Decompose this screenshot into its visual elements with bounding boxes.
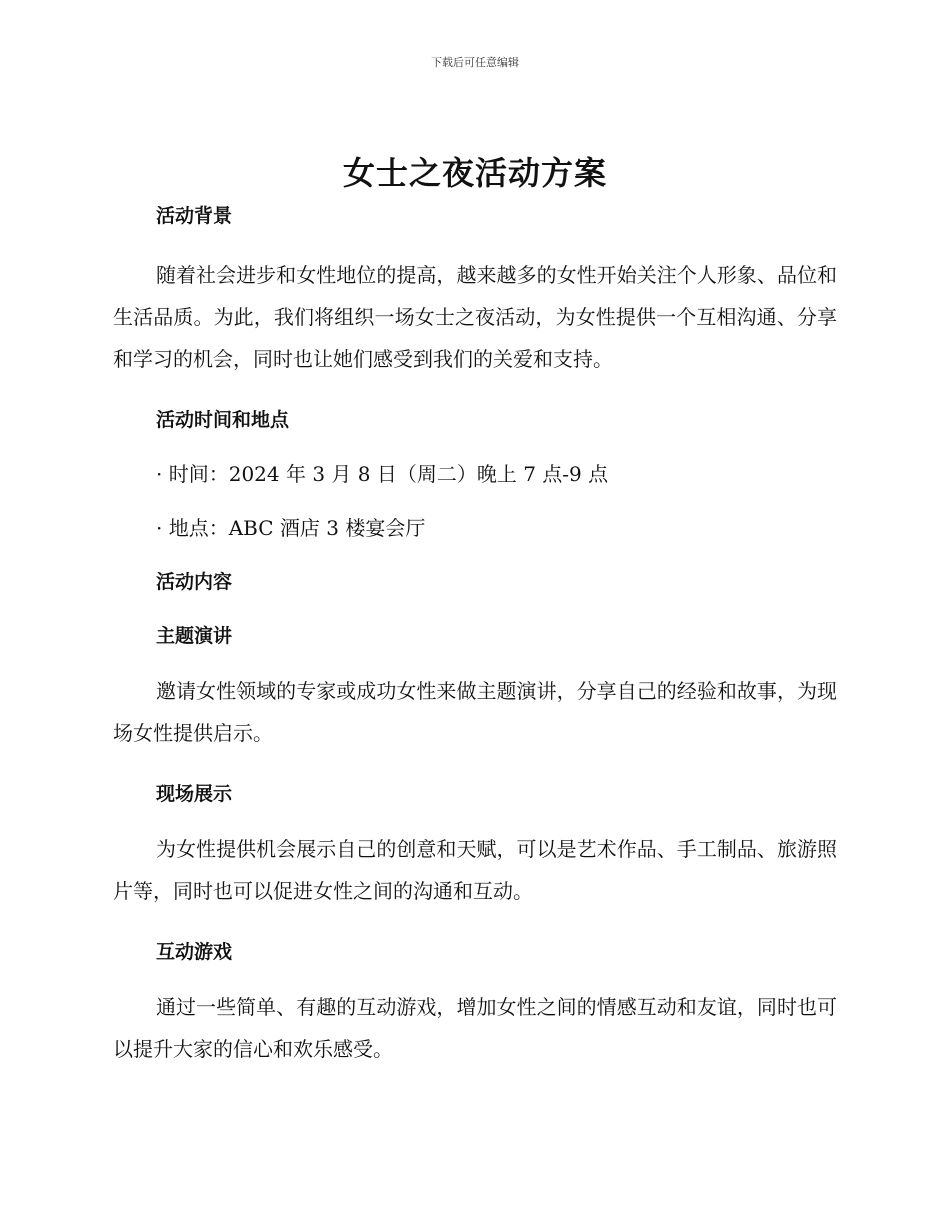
heading-content: 活动内容 xyxy=(156,571,233,593)
heading-speech: 主题演讲 xyxy=(156,625,233,647)
spacer xyxy=(113,912,837,938)
header-note: 下载后可任意编辑 xyxy=(431,56,519,69)
heading-time-place: 活动时间和地点 xyxy=(156,409,290,431)
spacer xyxy=(113,754,837,780)
spacer xyxy=(113,596,837,622)
spacer xyxy=(113,380,837,406)
heading-game: 互动游戏 xyxy=(156,941,233,963)
spacer xyxy=(113,488,837,514)
paragraph-speech: 邀请女性领域的专家或成功女性来做主题演讲，分享自己的经验和故事，为现场女性提供启示。 xyxy=(113,679,837,745)
spacer xyxy=(113,650,837,670)
paragraph-game: 通过一些简单、有趣的互动游戏，增加女性之间的情感互动和友谊，同时也可以提升大家的信心和欢乐感受。 xyxy=(113,995,837,1061)
document-content xyxy=(113,148,837,1070)
page-title: 女士之夜活动方案 xyxy=(342,154,607,192)
spacer xyxy=(113,966,837,986)
heading-background: 活动背景 xyxy=(156,205,233,227)
spacer xyxy=(113,542,837,568)
paragraph-background: 随着社会进步和女性地位的提高，越来越多的女性开始关注个人形象、品位和生活品质。为此，我们将组织一场女士之夜活动，为女性提供一个互相沟通、分享和学习的机会，同时也让她们感受到我们的关爱和支持。 xyxy=(113,263,837,371)
spacer xyxy=(113,808,837,828)
list-item-place: · 地点：ABC 酒店 3 楼宴会厅 xyxy=(156,516,426,540)
paragraph-show: 为女性提供机会展示自己的创意和天赋，可以是艺术作品、手工制品、旅游照片等，同时也可以促进女性之间的沟通和互动。 xyxy=(113,837,837,903)
spacer xyxy=(113,230,837,254)
heading-show: 现场展示 xyxy=(156,783,233,805)
list-item-time: · 时间：2024 年 3 月 8 日（周二）晚上 7 点-9 点 xyxy=(156,462,609,486)
spacer xyxy=(113,434,837,460)
